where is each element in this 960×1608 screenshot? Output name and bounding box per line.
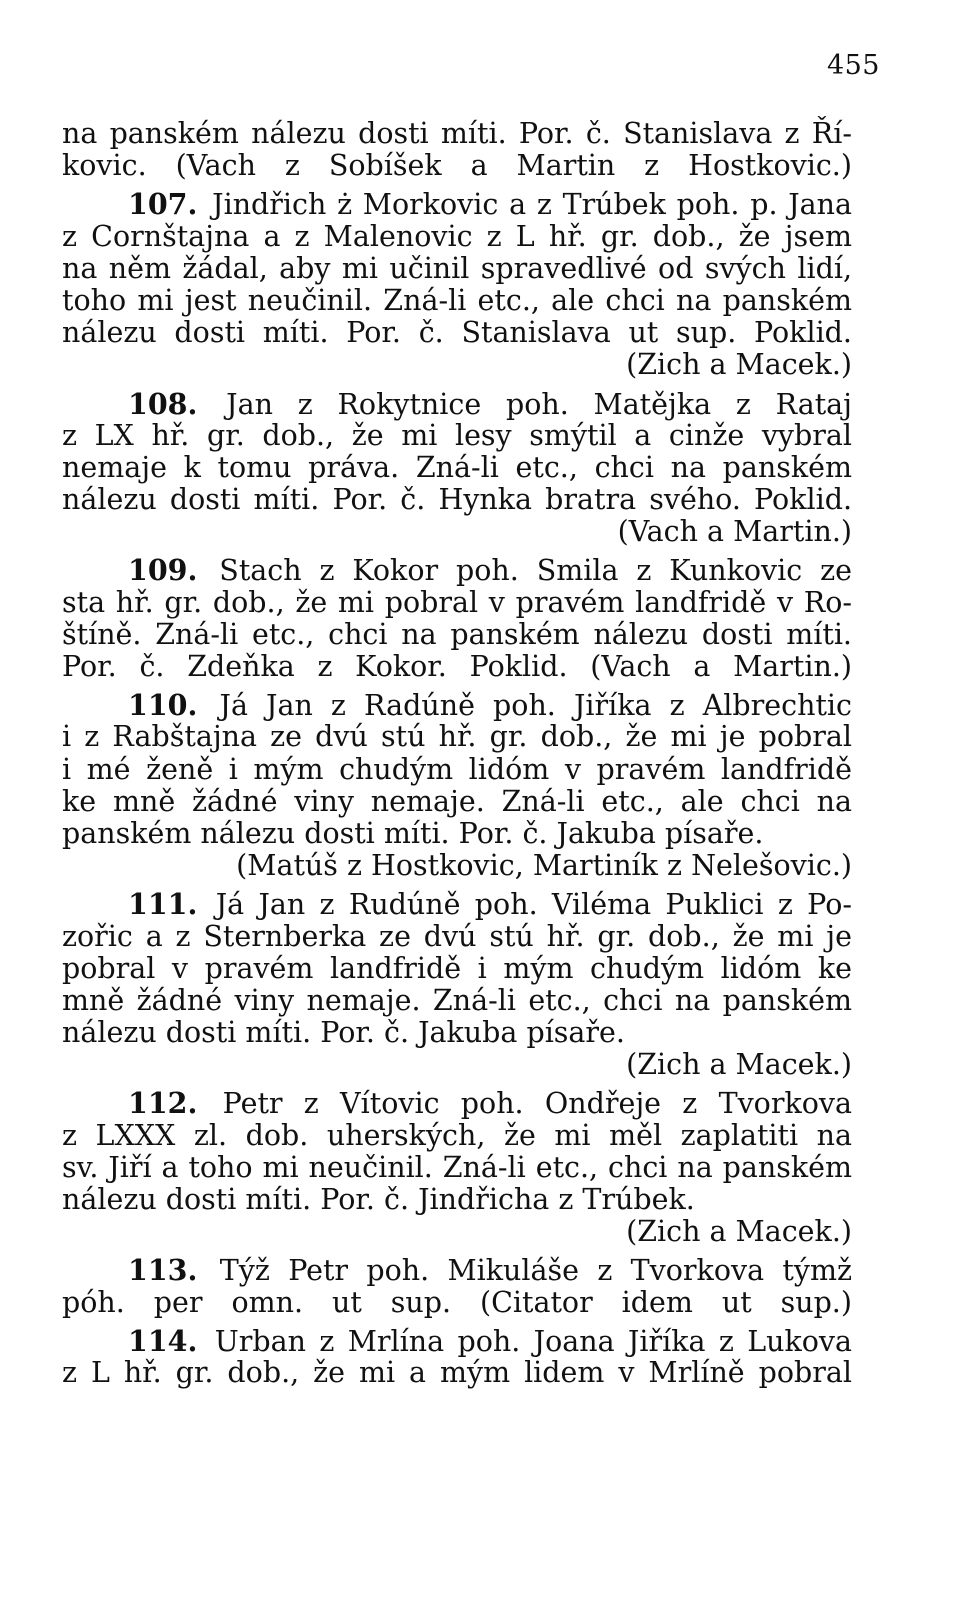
line-text: i mé ženě i mým chudým lidóm v pravém landfridě xyxy=(62,752,852,786)
line-text: Já Jan z Radúně poh. Jiříka z Albrechtic xyxy=(201,689,852,723)
entry-first-line xyxy=(62,888,852,920)
text-line xyxy=(62,150,852,182)
text-line xyxy=(62,818,852,850)
text-line xyxy=(62,1184,852,1216)
line-text: Stach z Kokor poh. Smila z Kunkovic ze xyxy=(201,554,852,588)
line-text: zořic a z Sternberka ze dvú stú hř. gr. dob., že mi je xyxy=(62,919,852,953)
line-text: (Vach a Martin.) xyxy=(617,515,852,549)
line-text: nálezu dosti míti. Por. č. Jakuba písaře. xyxy=(62,1016,625,1050)
line-text: Jan z Rokytnice poh. Matějka z Rataj xyxy=(201,387,852,421)
line-text: nálezu dosti míti. Por. č. Jindřicha z Trúbek. xyxy=(62,1183,695,1216)
line-text: nemaje k tomu práva. Zná-li etc., chci na panském xyxy=(62,450,852,484)
text-line xyxy=(62,1357,852,1389)
line-text: (Zich a Macek.) xyxy=(626,348,852,382)
text-line xyxy=(62,452,852,484)
line-text: nálezu dosti míti. Por. č. Hynka bratra svého. Poklid. xyxy=(62,483,852,517)
line-text: štíně. Zná-li etc., chci na panském nálezu dosti míti. xyxy=(62,617,852,651)
entry-number: 113. xyxy=(128,1253,198,1288)
line-text: z L hř. gr. dob., že mi a mým lidem v Mrlíně pobral xyxy=(62,1355,852,1389)
line-text: (Zich a Macek.) xyxy=(626,1048,852,1082)
entry-number: 110. xyxy=(128,688,198,723)
text-line xyxy=(62,516,852,548)
entry-number: 108. xyxy=(128,386,198,421)
entry-first-line xyxy=(62,689,852,721)
line-text: kovic. (Vach z Sobíšek a Martin z Hostkovic.) xyxy=(62,149,852,183)
line-text: i z Rabštajna ze dvú stú hř. gr. dob., že mi je pobral xyxy=(62,720,852,754)
line-text: pobral v pravém landfridě i mým chudým lidóm ke xyxy=(62,951,852,985)
text-line xyxy=(62,953,852,985)
text-line xyxy=(62,1120,852,1152)
text-line xyxy=(62,118,852,150)
entry-first-line xyxy=(62,554,852,586)
text-line xyxy=(62,1287,852,1319)
page-number: 455 xyxy=(826,50,880,81)
line-text: póh. per omn. ut sup. (Citator idem ut sup.) xyxy=(62,1285,852,1319)
line-text: nálezu dosti míti. Por. č. Stanislava ut sup. Poklid. xyxy=(62,316,852,350)
text-line xyxy=(62,253,852,285)
entry-first-line xyxy=(62,388,852,420)
line-text: panském nálezu dosti míti. Por. č. Jakuba písaře. xyxy=(62,816,764,850)
entry-first-line xyxy=(62,188,852,220)
entry-number: 107. xyxy=(128,187,198,222)
entry-number: 114. xyxy=(128,1323,198,1358)
line-text: ke mně žádné viny nemaje. Zná-li etc., ale chci na xyxy=(62,784,852,818)
text-line xyxy=(62,1152,852,1184)
line-text: z LX hř. gr. dob., že mi lesy smýtil a cinže vybral xyxy=(62,418,852,452)
line-text: toho mi jest neučinil. Zná-li etc., ale chci na panském xyxy=(62,283,852,317)
entry-first-line xyxy=(62,1087,852,1119)
text-line xyxy=(62,285,852,317)
line-text: z LXXX zl. dob. uherských, že mi měl zaplatiti na xyxy=(62,1118,852,1152)
entry-number: 111. xyxy=(128,887,198,922)
text-line xyxy=(62,317,852,349)
text-line xyxy=(62,349,852,381)
text-line xyxy=(62,420,852,452)
text-line xyxy=(62,921,852,953)
document-body xyxy=(62,118,852,1389)
text-line xyxy=(62,1216,852,1248)
text-line xyxy=(62,850,852,882)
text-line xyxy=(62,221,852,253)
text-line xyxy=(62,721,852,753)
text-line xyxy=(62,651,852,683)
text-line xyxy=(62,619,852,651)
line-text: Týž Petr poh. Mikuláše z Tvorkova týmž xyxy=(201,1254,852,1288)
entry-number: 109. xyxy=(128,553,198,588)
text-line xyxy=(62,754,852,786)
line-text: Jindřich ż Morkovic a z Trúbek poh. p. Jana xyxy=(201,188,852,222)
line-text: (Zich a Macek.) xyxy=(626,1215,852,1249)
text-line xyxy=(62,786,852,818)
line-text: na panském nálezu dosti míti. Por. č. Stanislava z Ří- xyxy=(62,117,852,150)
entry-number: 112. xyxy=(128,1086,198,1121)
text-line xyxy=(62,1017,852,1049)
entry-first-line xyxy=(62,1325,852,1357)
line-text: Petr z Vítovic poh. Ondřeje z Tvorkova xyxy=(201,1087,852,1121)
text-line xyxy=(62,1049,852,1081)
line-text: (Matúš z Hostkovic, Martiník z Nelešovic.) xyxy=(236,849,852,883)
entry-first-line xyxy=(62,1254,852,1286)
line-text: z Cornštajna a z Malenovic z L hř. gr. dob., že jsem xyxy=(62,219,852,253)
line-text: Urban z Mrlína poh. Joana Jiříka z Lukova xyxy=(201,1324,852,1358)
line-text: mně žádné viny nemaje. Zná-li etc., chci na panském xyxy=(62,983,852,1017)
line-text: sv. Jiří a toho mi neučinil. Zná-li etc., chci na panském xyxy=(62,1150,852,1184)
text-line xyxy=(62,985,852,1017)
text-line xyxy=(62,484,852,516)
line-text: Já Jan z Rudúně poh. Viléma Puklici z Po- xyxy=(201,888,852,922)
line-text: Por. č. Zdeňka z Kokor. Poklid. (Vach a Martin.) xyxy=(62,650,852,683)
text-line xyxy=(62,587,852,619)
line-text: na něm žádal, aby mi učinil spravedlivé od svých lidí, xyxy=(62,251,852,285)
line-text: sta hř. gr. dob., že mi pobral v pravém landfridě v Ro- xyxy=(62,585,852,619)
